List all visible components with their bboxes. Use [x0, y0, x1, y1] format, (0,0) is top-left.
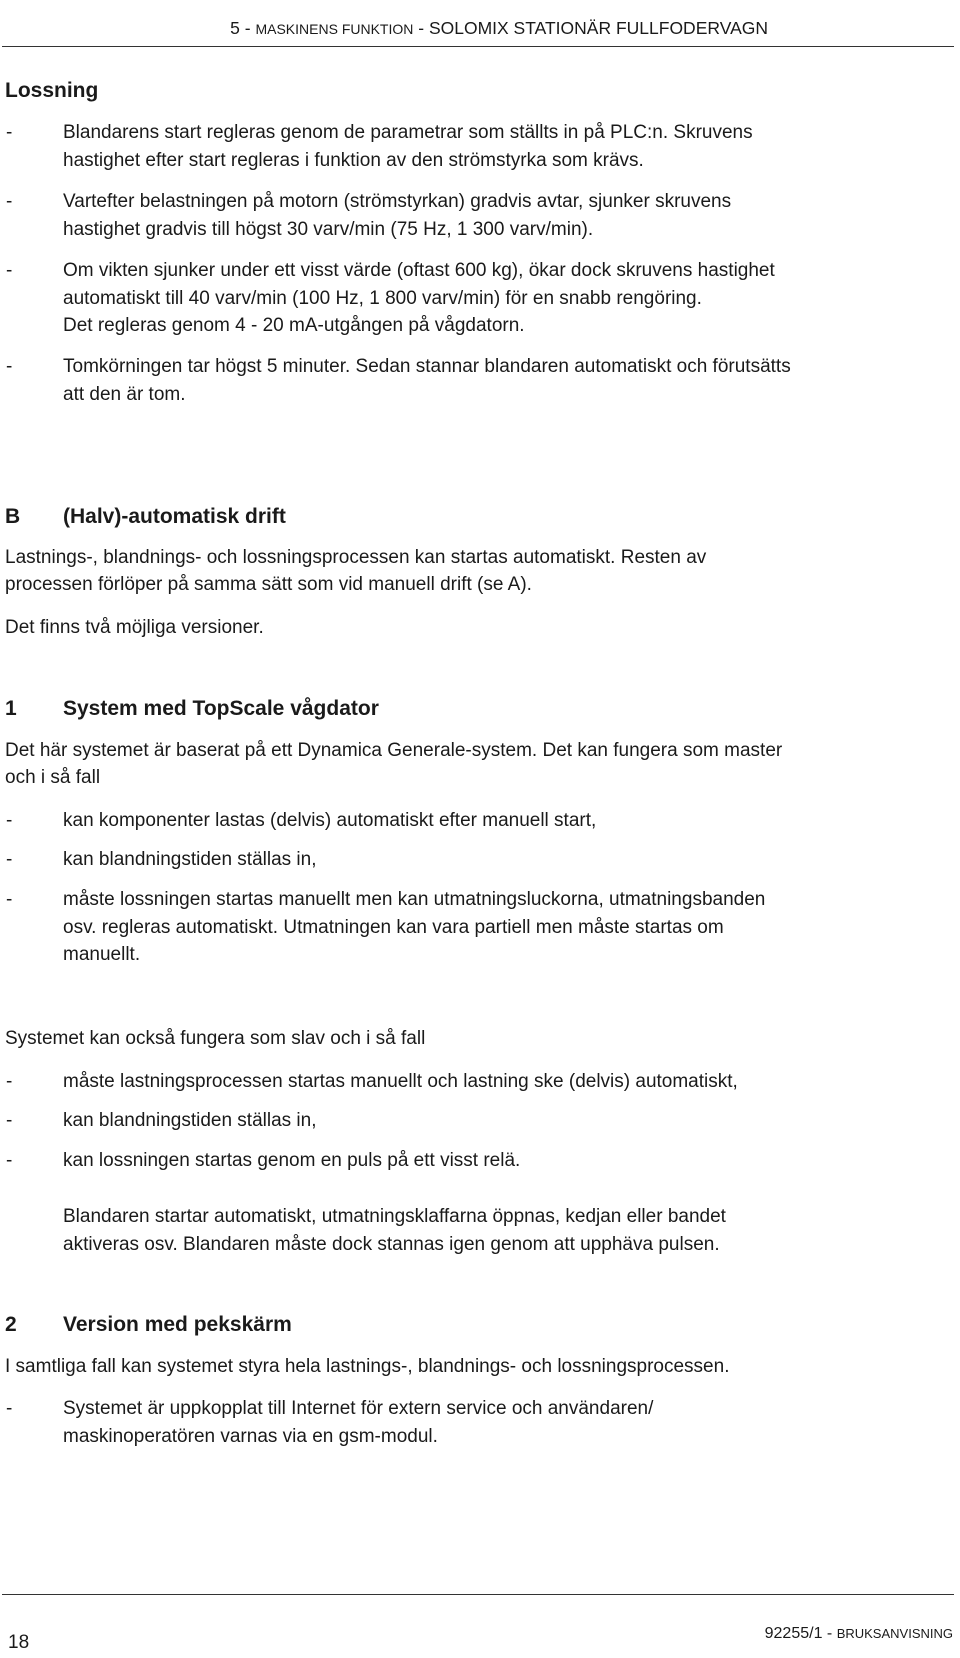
list-dash: - — [6, 1110, 13, 1131]
page-number: 18 — [8, 1632, 30, 1653]
list-item-line: måste lossningen startas manuellt men kan utmatningsluckorna, utmatningsbanden — [63, 889, 766, 910]
list-item-line: maskinoperatören varnas via en gsm-modul. — [63, 1426, 438, 1447]
list-item-line: kan blandningstiden ställas in, — [63, 1110, 317, 1131]
footer-divider — [2, 1594, 954, 1595]
paragraph-line: Blandaren startar automatiskt, utmatningsklaffarna öppnas, kedjan eller bandet — [63, 1206, 726, 1227]
list-item-line: hastighet efter start regleras i funktion av den strömstyrka som krävs. — [63, 150, 644, 171]
section-number-1: 1 — [5, 697, 17, 720]
list-item-line: kan komponenter lastas (delvis) automatiskt efter manuell start, — [63, 810, 597, 831]
doc-number: 92255/1 - — [764, 1625, 833, 1642]
list-dash: - — [6, 122, 13, 143]
list-item-line: manuellt. — [63, 944, 141, 965]
section-number-2: 2 — [5, 1313, 17, 1336]
list-item-line: osv. regleras automatiskt. Utmatningen kan vara partiell men måste startas om — [63, 917, 724, 938]
list-dash: - — [6, 356, 13, 377]
list-item-line: kan blandningstiden ställas in, — [63, 849, 317, 870]
list-item-line: måste lastningsprocessen startas manuellt och lastning ske (delvis) automatiskt, — [63, 1071, 738, 1092]
list-dash: - — [6, 1150, 13, 1171]
list-dash: - — [6, 849, 13, 870]
list-item-line: Systemet är uppkopplat till Internet för extern service och användaren/ — [63, 1398, 654, 1419]
list-dash: - — [6, 889, 13, 910]
list-item-line: Tomkörningen tar högst 5 minuter. Sedan stannar blandaren automatiskt och förutsätts — [63, 356, 791, 377]
list-item-line: Blandarens start regleras genom de parametrar som ställts in på PLC:n. Skruvens — [63, 122, 753, 143]
list-dash: - — [6, 1071, 13, 1092]
doc-type: BRUKSANVISNING — [836, 1626, 953, 1641]
paragraph: Systemet kan också fungera som slav och i så fall — [5, 1028, 426, 1049]
list-item-line: hastighet gradvis till högst 30 varv/min (75 Hz, 1 300 varv/min). — [63, 219, 594, 240]
list-item-line: automatiskt till 40 varv/min (100 Hz, 1 800 varv/min) för en snabb rengöring. — [63, 288, 702, 309]
chapter-number: 5 - — [230, 18, 251, 38]
list-item-line: Om vikten sjunker under ett visst värde (oftast 600 kg), ökar dock skruvens hastighet — [63, 260, 775, 281]
list-item-line: Vartefter belastningen på motorn (strömstyrkan) gradvis avtar, sjunker skruvens — [63, 191, 732, 212]
paragraph: Det finns två möjliga versioner. — [5, 617, 264, 638]
paragraph-line: och i så fall — [5, 767, 101, 788]
paragraph-line: processen förlöper på samma sätt som vid manuell drift (se A). — [5, 574, 532, 595]
section-title-2: Version med pekskärm — [63, 1313, 292, 1336]
list-item-line: att den är tom. — [63, 384, 186, 405]
section-title-1: System med TopScale vågdator — [63, 697, 379, 720]
section-title-b: (Halv)-automatisk drift — [63, 505, 286, 528]
header-divider — [2, 46, 954, 47]
list-dash: - — [6, 260, 13, 281]
paragraph-line: Det här systemet är baserat på ett Dynamica Generale-system. Det kan fungera som master — [5, 740, 783, 761]
footer-doc-id — [765, 1625, 953, 1643]
section-heading-lossning: Lossning — [5, 79, 99, 102]
header-separator: - — [418, 18, 425, 38]
section-label-b: B — [5, 505, 21, 528]
list-item-line: Det regleras genom 4 - 20 mA-utgången på vågdatorn. — [63, 315, 525, 336]
list-dash: - — [6, 1398, 13, 1419]
paragraph-line: aktiveras osv. Blandaren måste dock stannas igen genom att upphäva pulsen. — [63, 1234, 720, 1255]
paragraph: I samtliga fall kan systemet styra hela lastnings-, blandnings- och lossningsprocessen. — [5, 1356, 730, 1377]
list-dash: - — [6, 810, 13, 831]
list-dash: - — [6, 191, 13, 212]
paragraph-line: Lastnings-, blandnings- och lossningsprocessen kan startas automatiskt. Resten av — [5, 547, 707, 568]
running-header — [230, 18, 768, 39]
product-name: SOLOMIX STATIONÄR FULLFODERVAGN — [428, 18, 768, 38]
list-item-line: kan lossningen startas genom en puls på ett visst relä. — [63, 1150, 521, 1171]
chapter-title: MASKINENS FUNKTION — [255, 21, 414, 37]
